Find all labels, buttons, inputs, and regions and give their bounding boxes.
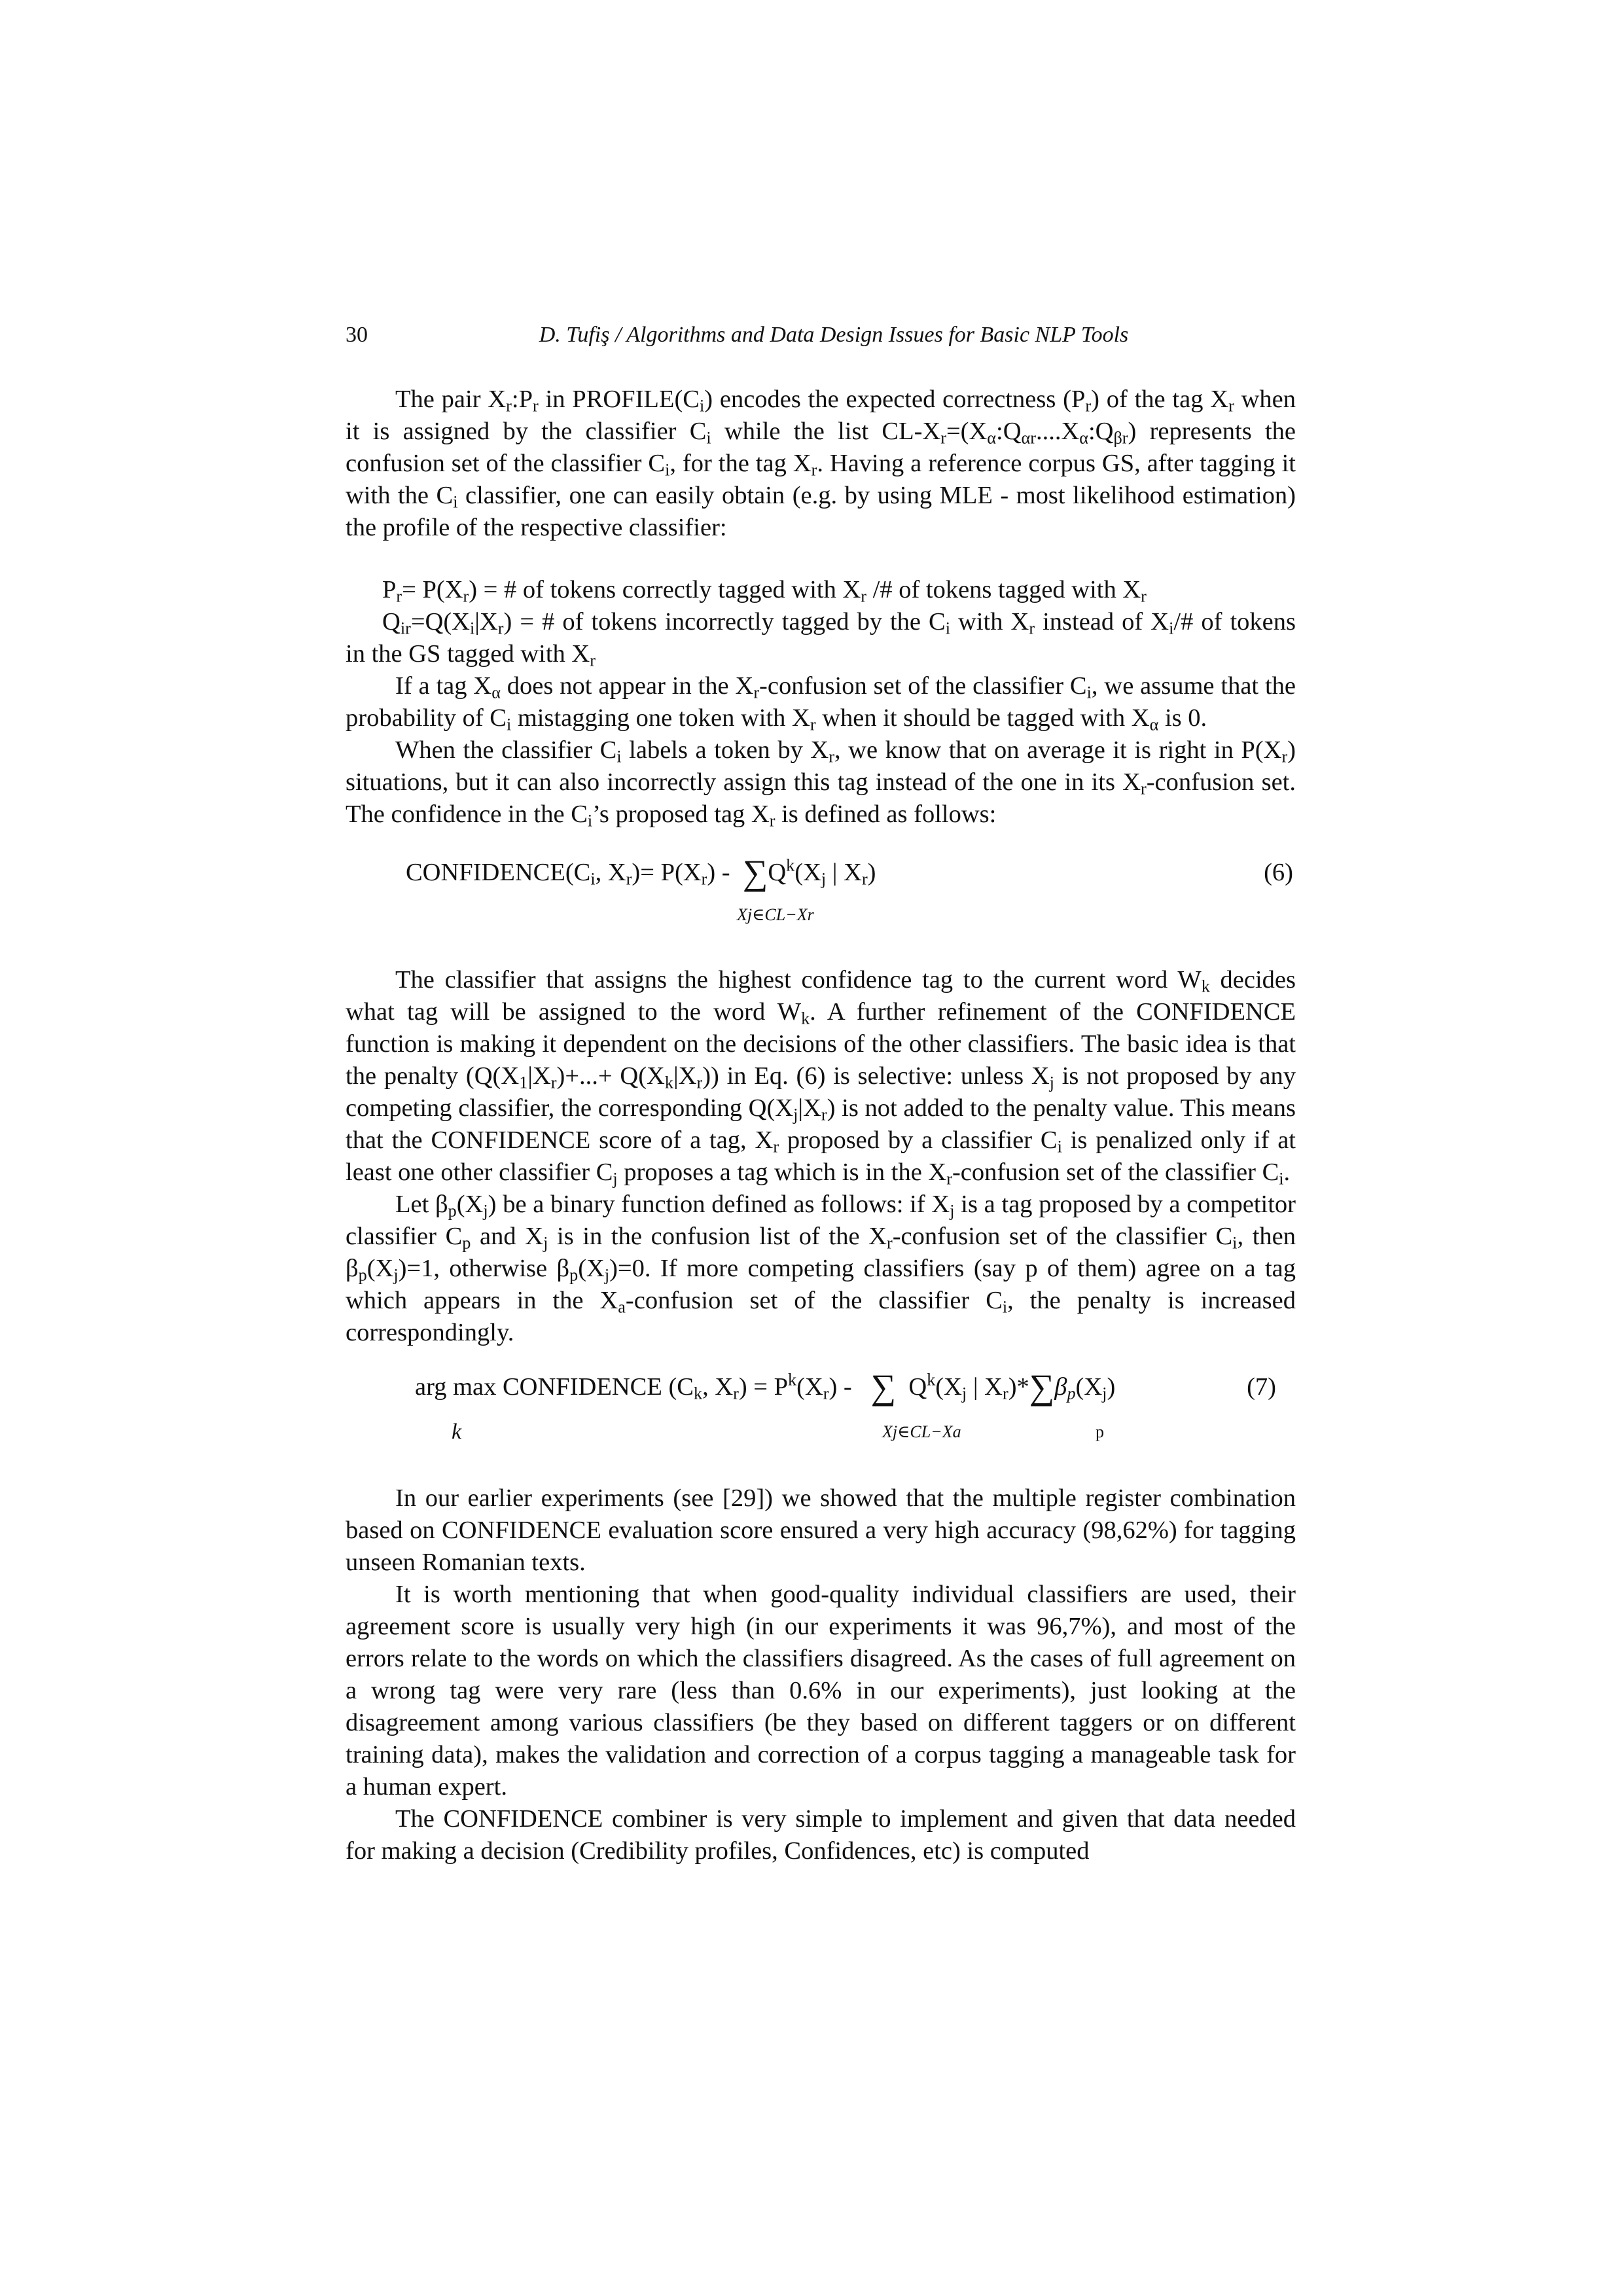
body-text xyxy=(346,384,1296,1867)
page-number: 30 xyxy=(346,323,368,347)
equation-7 xyxy=(346,1365,1296,1456)
spacer xyxy=(346,544,1296,574)
paragraph-combiner: The CONFIDENCE combiner is very simple to implement and given that data needed for making a decision (Credibility profiles, Confidences, etc) is computed xyxy=(346,1805,1296,1865)
paragraph-binary-function: Let $\beta_p(X_j)$ be a binary function defined as follows: if $X_j$ is a tag proposed by a competitor classifier $C_p$ and $X_j$ is in the confusion list of the $X_r$-confusion set of the classifier $C_i$, then $\beta_p(X_j)=1$, otherwise $\beta_p(X_j)=0$. If more competing classifiers (say p of them) agree on a tag which appears in the $X_a$-confusion set of the classifier $C_i$, the penalty is increased correspondingly. xyxy=(346,1191,1296,1346)
paragraph-profile: The pair $X_r:P_r$ in $PROFILE(C_i)$ encodes the expected correctness $(P_r)$ of the tag $X_r$ when it is assigned by the classifier $C_i$ while the list $CL-X_r=(X_\alpha:Q_{\alpha r}....X_\alpha:Q_{\beta r})$ represents the confusion set of the classifier $C_i$, for the tag $X_r$. Having a reference corpus GS, after tagging it with the $C_i$ classifier, one can easily obtain (e.g. by using MLE - most likelihood estimation) the profile of the respective classifier: xyxy=(346,386,1296,541)
equation-6-sum-index: Xj∈CL−Xr xyxy=(737,905,814,924)
running-title: D. Tufiş / Algorithms and Data Design Issues for Basic NLP Tools xyxy=(539,323,1129,347)
equation-7-expression: arg max CONFIDENCE ($C_k$, $X_r) = P^k(X_r)$ - ∑ $Q^k(X_j$ | $X_r)*\sum\beta_p(X_j)$ xyxy=(415,1367,1116,1407)
running-header xyxy=(346,315,1296,355)
paragraph-zero-probability: If a tag $X_\alpha$ does not appear in the $X_r$-confusion set of the classifier $C_i$, we assume that the probability of $C_i$ mistagging one token with $X_r$ when it should be tagged with $X_\alpha$ is 0. xyxy=(346,672,1296,734)
paragraph-agreement: It is worth mentioning that when good-quality individual classifiers are used, their agreement score is usually very high (in our experiments it was 96,7%), and most of the errors relate to the words on which the classifiers disagreed. As the cases of full agreement on a wrong tag were very rare (less than 0.6% in our experiments), just looking at the disagreement among various classifiers (be they based on different taggers or on different training data), makes the validation and correction of a corpus tagging a manageable task for a human expert. xyxy=(346,1581,1296,1801)
sum-symbol: ∑ xyxy=(870,1367,897,1407)
sum-symbol: ∑ xyxy=(742,853,768,892)
paragraph-confidence-intro: When the classifier $C_i$ labels a token by $X_r$, we know that on average it is right in $P(X_r)$ situations, but it can also incorrectly assign this tag instead of the one in its $X_r$-confusion set. The confidence in the $C_i’s$ proposed tag $X_r$ is defined as follows: xyxy=(346,736,1296,831)
definition-q: $Q_{ir}=Q(X_i|X_r)$ = # of tokens incorrectly tagged by the $C_i$ with $X_r$ instead of $X_i/\#$ of tokens in the GS tagged with $X_r$ xyxy=(346,608,1296,670)
equation-6-expression: $CONFIDENCE(C_i$, $X_r)= P(X_r) - \sum Q^k(X_j$ | $X_r$) xyxy=(406,853,876,892)
equation-7-number: (7) xyxy=(1247,1373,1276,1401)
equation-7-sum-index-p: p xyxy=(1096,1422,1104,1441)
equation-6 xyxy=(346,850,1296,935)
definition-p: $P_r= P(X_r)$ = # of tokens correctly tagged with $X_r$ /# of tokens tagged with $X_r$ xyxy=(382,576,1147,606)
sum-symbol: ∑ xyxy=(1029,1367,1055,1407)
paragraph-refinement: The classifier that assigns the highest confidence tag to the current word $W_k$ decides what tag will be assigned to the word $W_k$. A further refinement of the CONFIDENCE function is making it dependent on the decisions of the other classifiers. The basic idea is that the penalty $(Q(X_1|X_r)+...+ Q(X_k|X_r))$ in Eq. (6) is selective: unless $X_j$ is not proposed by any competing classifier, the corresponding $Q(X_j|X_r)$ is not added to the penalty value. This means that the CONFIDENCE score of a tag, $X_r$ proposed by a classifier $C_i$ is penalized only if at least one other classifier $C_j$ proposes a tag which is in the $X_r$-confusion set of the classifier $C_i$. xyxy=(346,966,1296,1189)
paragraph-earlier-experiments: In our earlier experiments (see [29]) we showed that the multiple register combination based on CONFIDENCE evaluation score ensured a very high accuracy (98,62%) for tagging unseen Romanian texts. xyxy=(346,1484,1296,1576)
equation-7-sum-index: Xj∈CL−Xa xyxy=(882,1422,961,1441)
equation-7-argmax-index: k xyxy=(452,1420,462,1444)
equation-6-number: (6) xyxy=(1264,859,1293,886)
